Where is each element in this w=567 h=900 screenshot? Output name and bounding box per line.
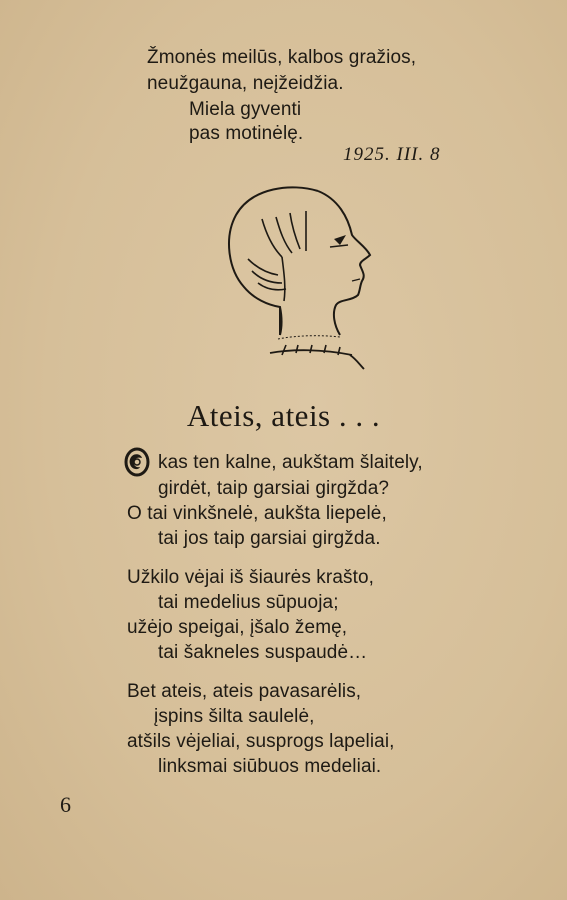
poem-title: Ateis, ateis . . .	[186, 398, 381, 433]
poem2-line-1: kas ten kalne, aukštam šlaitely,	[158, 452, 423, 473]
poem2-line-8: tai šakneles suspaudė…	[158, 642, 368, 663]
ornamental-initial	[124, 447, 150, 477]
poem2-line-11: atšils vėjeliai, susprogs lapeliai,	[127, 731, 395, 752]
poem2-line-7: užėjo speigai, įšalo žemę,	[127, 617, 348, 638]
poem2-line-9: Bet ateis, ateis pavasarėlis,	[127, 681, 362, 702]
girl-head-illustration	[222, 183, 374, 373]
poem2-line-2: girdėt, taip garsiai girgžda?	[158, 478, 390, 499]
poem1-line-3: Miela gyventi	[189, 99, 302, 120]
poem-date: 1925. III. 8	[343, 144, 441, 165]
poem2-line-4: tai jos taip garsiai girgžda.	[158, 528, 381, 549]
poem2-line-3: O tai vinkšnelė, aukšta liepelė,	[127, 503, 387, 524]
poem1-line-4: pas motinėlę.	[189, 123, 304, 144]
poem1-line-2: neužgauna, neįžeidžia.	[147, 73, 344, 94]
page-number: 6	[60, 792, 71, 817]
poem2-line-12: linksmai siūbuos medeliai.	[158, 756, 382, 777]
poem2-line-6: tai medelius sūpuoja;	[158, 592, 339, 613]
poem2-line-10: įspins šilta saulelė,	[154, 706, 315, 727]
poem1-line-1: Žmonės meilūs, kalbos gražios,	[147, 47, 417, 68]
poem2-line-5: Užkilo vėjai iš šiaurės krašto,	[127, 567, 375, 588]
